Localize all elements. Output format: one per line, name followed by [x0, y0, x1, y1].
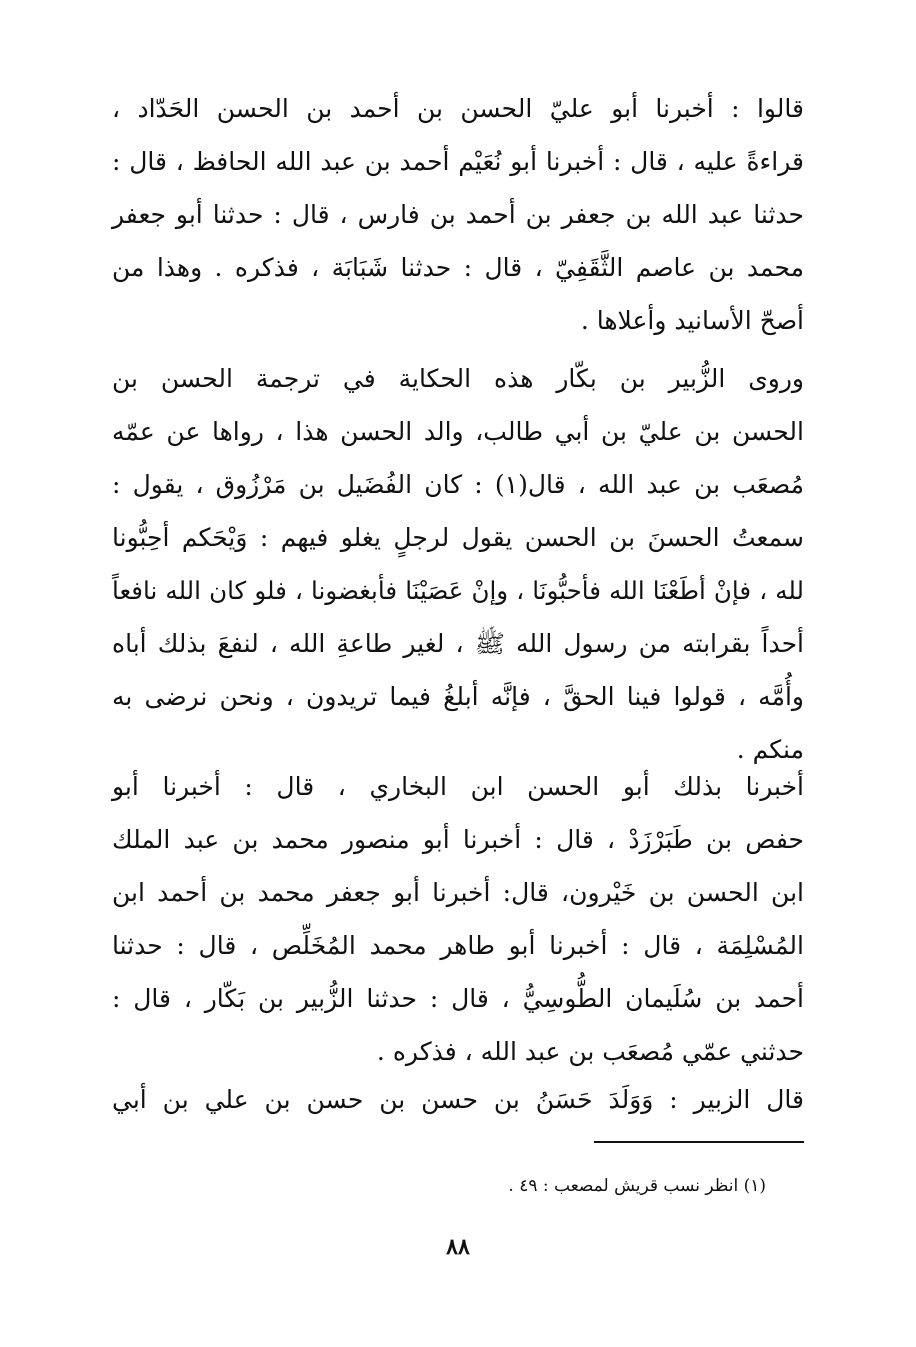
- text-line: ابن الحسن بن خَيْرون، قال: أخبرنا أبو جعفر محمد بن أحمد ابن: [112, 878, 804, 907]
- text-line: حفص بن طَبَرْزَدْ ، قال : أخبرنا أبو منصور محمد بن عبد الملك: [112, 825, 804, 854]
- footnote: (١) انظر نسب قريش لمصعب : ٤٩ .: [508, 1176, 766, 1196]
- text-line: أخبرنا بذلك أبو الحسن ابن البخاري ، قال : أخبرنا أبو: [112, 772, 804, 801]
- text-line: قراءةً عليه ، قال : أخبرنا أبو نُعَيْم أحمد بن عبد الله الحافظ ، قال :: [112, 147, 804, 176]
- text-line: أصحّ الأسانيد وأعلاها .: [580, 306, 804, 335]
- text-line: المُسْلِمَة ، قال : أخبرنا أبو طاهر محمد المُخَلِّص ، قال : حدثنا: [112, 931, 804, 960]
- text-line: حدثنا عبد الله بن جعفر بن أحمد بن فارس ، قال : حدثنا أبو جعفر: [112, 200, 804, 229]
- paragraph-3: [112, 760, 804, 1078]
- paragraph-2: [112, 352, 804, 776]
- text-line: أحمد بن سُلَيمان الطُّوسِيُّ ، قال : حدثنا الزُّبير بن بَكّار ، قال :: [112, 984, 804, 1013]
- text-line: وأُمَّه ، قولوا فينا الحقَّ ، فإنَّه أبلغُ فيما تريدون ، ونحن نرضى به: [112, 682, 805, 711]
- paragraph-4: [112, 1073, 804, 1126]
- text-line: قالوا : أخبرنا أبو عليّ الحسن بن أحمد بن الحسن الحَدّاد ،: [112, 94, 804, 123]
- text-line: لله ، فإنْ أطَعْنَا الله فأحبُّونَا ، وإنْ عَصَيْنَا فأبغضونا ، فلو كان الله نافعاً: [112, 576, 804, 605]
- text-line: مُصعَب بن عبد الله ، قال(١) : كان الفُضَيل بن مَرْزُوق ، يقول :: [112, 470, 804, 499]
- text-line: الحسن بن عليّ بن أبي طالب، والد الحسن هذا ، رواها عن عمّه: [112, 417, 804, 446]
- text-line: محمد بن عاصم الثَّقَفِيّ ، قال : حدثنا شَبَابَة ، فذكره . وهذا من: [112, 253, 804, 282]
- footnote-divider: [594, 1141, 804, 1143]
- paragraph-1: [112, 82, 804, 347]
- text-line: وروى الزُّبير بن بكّار هذه الحكاية في ترجمة الحسن بن: [112, 364, 804, 393]
- text-line: قال الزبير : وَوَلَدَ حَسَنُ بن حسن بن حسن بن علي بن أبي: [112, 1085, 804, 1114]
- text-line: حدثني عمّي مُصعَب بن عبد الله ، فذكره .: [376, 1037, 804, 1066]
- page-number: ٨٨: [446, 1234, 470, 1260]
- text-line: سمعتُ الحسنَ بن الحسن يقول لرجلٍ يغلو فيهم : وَيْحَكم أحِبُّونا: [112, 523, 804, 552]
- text-line: أحداً بقرابته من رسول الله ﷺ ، لغير طاعةِ الله ، لنفعَ بذلك أباه: [112, 629, 804, 658]
- text-line: منكم .: [736, 735, 804, 764]
